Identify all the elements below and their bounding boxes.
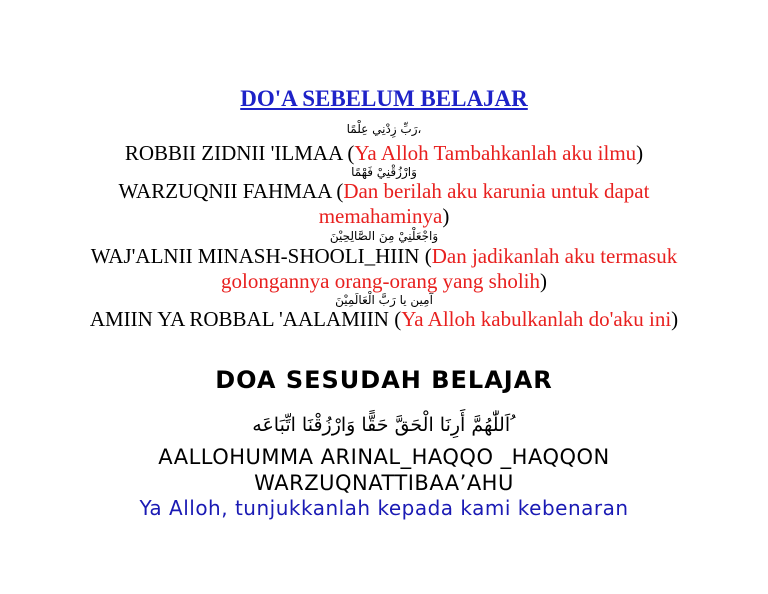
title-after-study: DOA SESUDAH BELAJAR xyxy=(215,366,553,394)
arabic-after-study: اَللّٰهُمَّ أَرِنَا الْحَقَّ حَقًّا وَارْزُقْنَا اتِّبَاعَه ُ xyxy=(252,414,516,436)
translation-line-1: Ya Alloh Tambahkanlah aku ilmu xyxy=(354,141,637,165)
close-paren-1: ) xyxy=(636,141,644,165)
close-paren-4: ) xyxy=(671,307,679,331)
prayer-line-3 xyxy=(0,244,768,269)
title-before-study: DO'A SEBELUM BELAJAR xyxy=(240,86,528,111)
latin-line-2: WARZUQNII FAHMAA ( xyxy=(118,179,344,203)
translation-line-2b: memahaminya xyxy=(318,204,443,228)
translation-line-3b: golongannya orang-orang yang sholih xyxy=(220,269,540,293)
arabic-line-4: آمِين يا رَبَّ الْعَالَمِيْنَ xyxy=(335,293,433,307)
arabic-line-2: وَارْزُقْنِيْ فَهْمًا xyxy=(351,165,417,179)
latin-after-study-b: WARZUQNATTIBAA’AHU xyxy=(254,471,514,495)
translation-line-4: Ya Alloh kabulkanlah do'aku ini xyxy=(401,307,672,331)
latin-line-4: AMIIN YA ROBBAL 'AALAMIIN ( xyxy=(89,307,402,331)
prayer-line-2 xyxy=(0,179,768,204)
translation-after-study: Ya Alloh, tunjukkanlah kepada kami kebenaran xyxy=(139,496,629,520)
close-paren-3: ) xyxy=(540,269,547,293)
translation-line-2a: Dan berilah aku karunia untuk dapat xyxy=(343,179,650,203)
close-paren-2: ) xyxy=(442,204,450,228)
translation-line-3a: Dan jadikanlah aku termasuk xyxy=(431,244,678,268)
prayer-line-4 xyxy=(0,307,768,332)
latin-line-3: WAJ'ALNII MINASH-SHOOLI_HIIN ( xyxy=(90,244,432,268)
arabic-line-1: رَبِّ زِدْنِي عِلْمًا، xyxy=(346,122,422,136)
latin-line-1: ROBBII ZIDNII 'ILMAA ( xyxy=(124,141,355,165)
arabic-line-3: وَاجْعَلْنِيْ مِنَ الصَّالِحِيْنَ xyxy=(329,229,439,243)
latin-after-study-a: AALLOHUMMA ARINAL_HAQQO _HAQQON xyxy=(158,445,610,469)
